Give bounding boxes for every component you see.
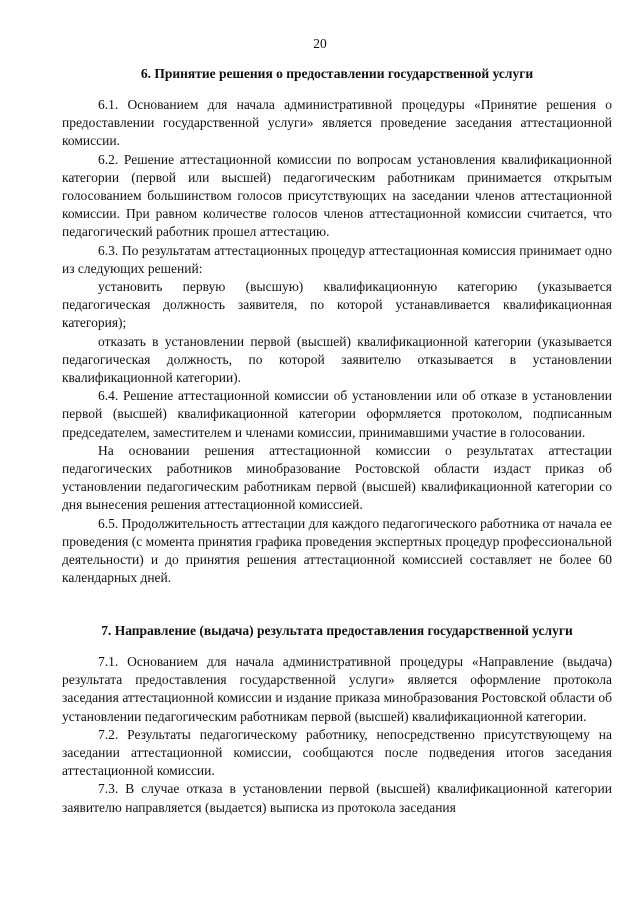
paragraph-7-1: 7.1. Основанием для начала административной процедуры «Направление (выдача) результата предоставления государственной услуги» является оформление протокола заседания аттестационной комиссии и издание приказа минобразования Ростовской области об установлении педагогическим работникам первой (высшей) квалификационной категории. (62, 654, 612, 724)
paragraph-6-3: 6.3. По результатам аттестационных процедур аттестационная комиссия принимает одно из следующих решений: (62, 242, 612, 276)
page-number: 20 (313, 36, 327, 51)
section-7-heading: 7. Направление (выдача) результата предоставления государственной услуги (101, 623, 573, 638)
paragraph-6-2: 6.2. Решение аттестационной комиссии по вопросам установления квалификационной категории (первой или высшей) педагогическим работникам принимается открытым голосованием большинством голосов присутствующих на заседании членов аттестационной комиссии. При равном количестве голосов членов аттестационной комиссии считается, что педагогический работник прошел аттестацию. (62, 151, 612, 240)
section-6-heading: 6. Принятие решения о предоставлении государственной услуги (140, 66, 534, 81)
paragraph-6-4: 6.4. Решение аттестационной комиссии об установлении или об отказе в установлении первой (высшей) квалификационной категории оформляется протоколом, подписанным председателем, заместителем и членами комиссии, принимавшими участие в голосовании. (62, 388, 612, 440)
section-7 (62, 623, 612, 817)
paragraph-6-3-option-2: отказать в установлении первой (высшей) квалификационной категории (указывается педагогическая должность, по которой заявителю отказывается в установлении квалификационной категории). (62, 333, 612, 386)
paragraph-7-3: 7.3. В случае отказа в установлении первой (высшей) квалификационной категории заявителю направляется (выдается) выписка из протокола заседания (62, 781, 612, 815)
paragraph-6-1: 6.1. Основанием для начала административной процедуры «Принятие решения о предоставлении государственной услуги» является проведение заседания аттестационной комиссии. (62, 97, 612, 149)
paragraph-6-3-option-1: установить первую (высшую) квалификационную категорию (указывается педагогическая должность заявителя, по которой устанавливается квалификационная категория); (62, 279, 612, 331)
paragraph-6-5: 6.5. Продолжительность аттестации для каждого педагогического работника от начала ее проведения (с момента принятия графика проведения экспертных процедур профессиональной деятельности) и до принятия решения аттестационной комиссией составляет не более 60 календарных дней. (62, 515, 612, 586)
paragraph-6-4-order: На основании решения аттестационной комиссии о результатах аттестации педагогических работников минобразование Ростовской области издаст приказ об установлении педагогическим работникам первой (высшей) квалификационной категории со дня вынесения решения аттестационной комиссией. (62, 442, 612, 513)
paragraph-7-2: 7.2. Результаты педагогическому работнику, непосредственно присутствующему на заседании аттестационной комиссии, сообщаются после подведения итогов заседания аттестационной комиссии. (62, 726, 612, 779)
section-6 (62, 66, 612, 587)
